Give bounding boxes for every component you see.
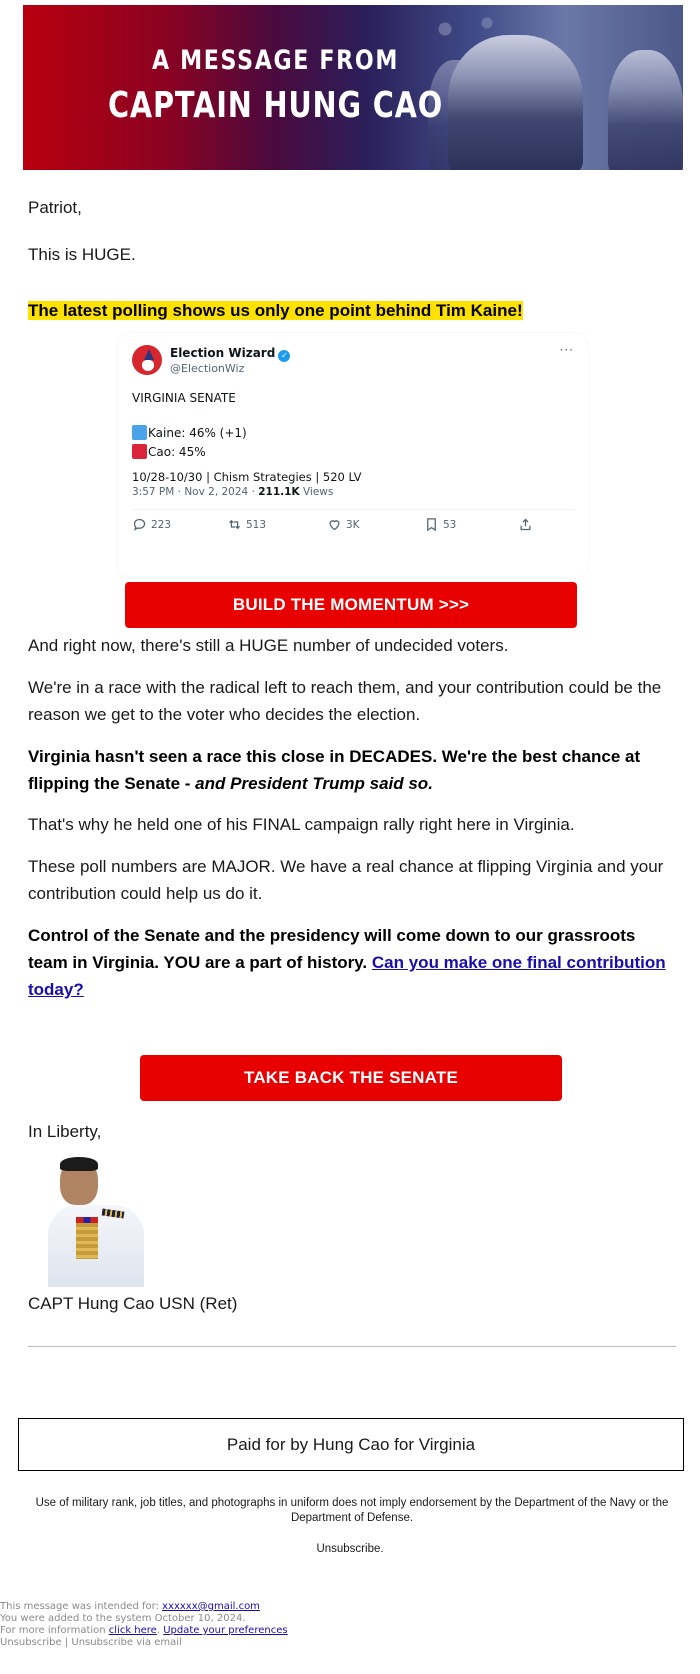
divider xyxy=(28,1346,676,1347)
click-here-link[interactable]: click here xyxy=(108,1625,157,1636)
added-date-line: You were added to the system October 10, 2024. xyxy=(0,1613,246,1624)
tweet-timestamp: 3:57 PM · Nov 2, 2024 · 211.1K Views xyxy=(132,486,334,498)
blue-square-icon xyxy=(132,425,147,440)
highlighted-text: The latest polling shows us only one point behind Tim Kaine! xyxy=(28,301,523,320)
heart-icon xyxy=(327,517,342,532)
bookmark-button[interactable]: 53 xyxy=(424,517,456,532)
repost-icon xyxy=(227,517,242,532)
banner-pilot-figure xyxy=(608,50,683,170)
recipient-email-link[interactable]: xxxxxx@gmail.com xyxy=(162,1601,260,1612)
banner-subtitle: A MESSAGE FROM xyxy=(151,45,400,76)
paragraph-rally: That's why he held one of his FINAL campaign rally right here in Virginia. xyxy=(28,815,575,834)
signoff: In Liberty, xyxy=(28,1122,102,1141)
verified-badge-icon: ✓ xyxy=(278,350,290,362)
tweet-title: VIRGINIA SENATE xyxy=(132,391,236,405)
paragraph-race: We're in a race with the radical left to reach them, and your contribution could be the reason we get to the voter who decides the election. xyxy=(28,678,662,724)
email-footer xyxy=(0,1601,288,1649)
paragraph-control: Control of the Senate and the presidency will come down to our grassroots team in Virginia. YOU are a part of history. Can you make one final contribution today? xyxy=(28,926,666,999)
red-square-icon xyxy=(132,444,147,459)
unsubscribe-footer-line[interactable]: Unsubscribe | Unsubscribe via email xyxy=(0,1637,182,1648)
build-momentum-button[interactable]: BUILD THE MOMENTUM >>> xyxy=(125,582,577,628)
greeting: Patriot, xyxy=(28,198,82,217)
unsubscribe-link[interactable]: Unsubscribe. xyxy=(316,1543,384,1555)
tweet-poll-line-kaine: Kaine: 46% (+1) xyxy=(132,425,247,440)
highlight-paragraph xyxy=(28,297,678,324)
share-icon xyxy=(518,517,533,532)
tweet-source: 10/28-10/30 | Chism Strategies | 520 LV xyxy=(132,470,362,484)
update-preferences-link[interactable]: Update your preferences xyxy=(163,1625,288,1636)
repost-button[interactable]: 513 xyxy=(227,517,266,532)
paragraph-undecided: And right now, there's still a HUGE number of undecided voters. xyxy=(28,636,509,655)
contribution-link[interactable]: Can you make one final contribution today? xyxy=(28,953,666,999)
banner-title: CAPTAIN HUNG CAO xyxy=(107,85,444,126)
more-options-icon[interactable]: ··· xyxy=(559,343,574,357)
embedded-tweet[interactable] xyxy=(118,333,588,578)
wizard-avatar-icon xyxy=(132,345,162,375)
intended-for-line: This message was intended for: xxxxxx@gmail.com xyxy=(0,1601,260,1612)
header-banner xyxy=(23,5,683,170)
tweet-author-name: Election Wizard ✓ xyxy=(170,346,290,362)
tweet-divider xyxy=(132,509,574,510)
paragraph-poll: These poll numbers are MAJOR. We have a real chance at flipping Virginia and your contribution could help us do it. xyxy=(28,857,664,903)
reply-button[interactable]: 223 xyxy=(132,517,171,532)
tweet-poll-line-cao: Cao: 45% xyxy=(132,444,206,459)
tweet-actions xyxy=(132,517,574,537)
paragraph-close-race: Virginia hasn't seen a race this close in DECADES. We're the best chance at flipping the Senate - and President Trump said so. xyxy=(28,747,641,793)
military-disclaimer: Use of military rank, job titles, and photographs in uniform does not imply endorsement by the Department of the Navy or the Department of Defense. xyxy=(35,1497,669,1524)
intro-line: This is HUGE. xyxy=(28,245,136,264)
bookmark-icon xyxy=(424,517,439,532)
tweet-handle: @ElectionWiz xyxy=(170,362,245,375)
paid-for-box: Paid for by Hung Cao for Virginia xyxy=(18,1418,684,1471)
reply-icon xyxy=(132,517,147,532)
signature-name: CAPT Hung Cao USN (Ret) xyxy=(28,1294,238,1313)
like-button[interactable]: 3K xyxy=(327,517,360,532)
take-back-senate-button[interactable]: TAKE BACK THE SENATE xyxy=(140,1055,562,1101)
more-info-line: For more information click here. Update your preferences xyxy=(0,1625,288,1636)
share-button[interactable] xyxy=(518,517,533,532)
captain-uniform-photo xyxy=(46,1157,144,1287)
